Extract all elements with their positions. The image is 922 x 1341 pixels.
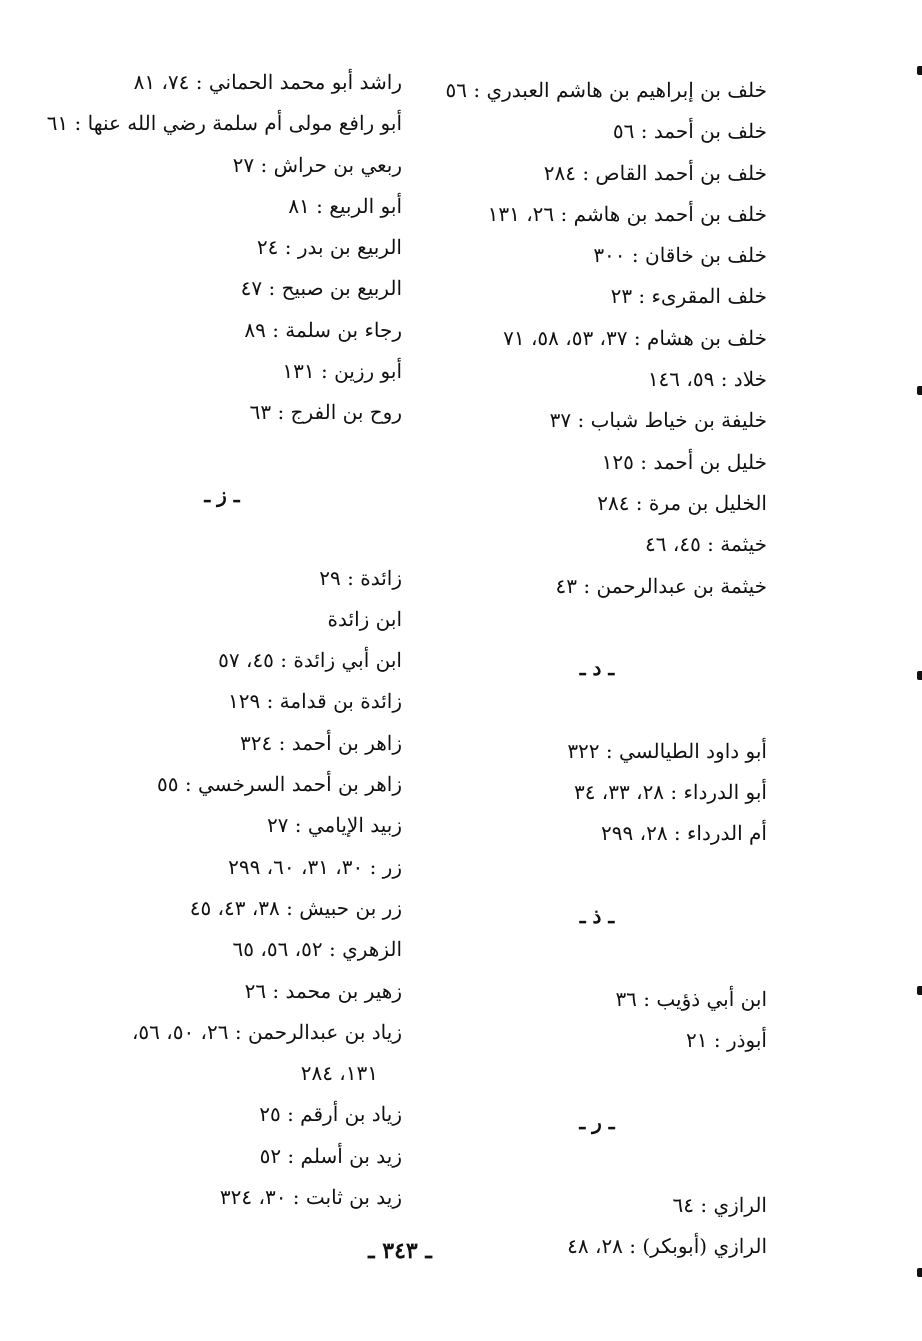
index-entry: خلاد : ٥٩، ١٤٦ xyxy=(647,367,767,392)
index-entry: ابن زائدة xyxy=(327,606,402,631)
index-entry: خلف بن أحمد : ٥٦ xyxy=(612,119,767,144)
spacer xyxy=(427,689,767,730)
index-entry: أبوذر : ٢١ xyxy=(686,1027,767,1052)
index-entry: خيثمة بن عبدالرحمن : ٤٣ xyxy=(555,573,767,598)
index-entry: أبو الربيع : ٨١ xyxy=(288,193,402,218)
spacer xyxy=(427,607,767,648)
section-heading: ـ د ـ xyxy=(579,656,615,681)
index-column-left xyxy=(42,62,402,1218)
index-entry: خيثمة : ٤٥، ٤٦ xyxy=(645,532,767,557)
index-entry: زيد بن أسلم : ٥٢ xyxy=(259,1143,402,1168)
page-number: ـ ٣٤٣ ـ xyxy=(368,1238,432,1264)
index-entry: زاهر بن أحمد : ٣٢٤ xyxy=(240,730,402,755)
index-entry: أبو الدرداء : ٢٨، ٣٣، ٣٤ xyxy=(573,780,767,805)
index-entry: راشد أبو محمد الحماني : ٧٤، ٨١ xyxy=(133,70,402,94)
index-entry: ابن أبي زائدة : ٤٥، ٥٧ xyxy=(218,648,402,673)
index-entry: خلف بن أحمد القاص : ٢٨٤ xyxy=(543,160,767,185)
edge-mark xyxy=(917,66,922,75)
index-entry: زائدة : ٢٩ xyxy=(319,565,402,590)
spacer xyxy=(427,937,767,978)
index-entry: زيد بن ثابت : ٣٠، ٣٢٤ xyxy=(219,1185,402,1210)
spacer xyxy=(427,1061,767,1102)
index-entry: الربيع بن صبيح : ٤٧ xyxy=(240,276,402,301)
edge-mark xyxy=(917,1268,922,1277)
spacer xyxy=(427,1144,767,1185)
index-entry: ربعي بن حراش : ٢٧ xyxy=(232,152,402,177)
index-entry: الربيع بن بدر : ٢٤ xyxy=(256,235,402,260)
index-entry: أبو رافع مولى أم سلمة رضي الله عنها : ٦١ xyxy=(46,111,402,136)
index-entry: زبيد الإيامي : ٢٧ xyxy=(266,813,402,838)
index-entry: الرازي : ٦٤ xyxy=(672,1193,767,1218)
index-entry: رجاء بن سلمة : ٨٩ xyxy=(244,317,402,342)
index-entry: زاهر بن أحمد السرخسي : ٥٥ xyxy=(157,772,402,797)
index-entry-continuation: ١٣١، ٢٨٤ xyxy=(300,1061,378,1086)
index-entry: خلف بن أحمد بن هاشم : ٢٦، ١٣١ xyxy=(487,201,767,226)
index-entry: خليل بن أحمد : ١٢٥ xyxy=(601,449,767,474)
edge-mark xyxy=(917,671,922,680)
index-entry: خلف بن خاقان : ٣٠٠ xyxy=(593,243,767,268)
index-entry: خلف المقرىء : ٢٣ xyxy=(610,284,767,309)
index-entry: الرازي (أبوبكر) : ٢٨، ٤٨ xyxy=(567,1234,767,1259)
index-entry: زر : ٣٠، ٣١، ٦٠، ٢٩٩ xyxy=(228,854,402,879)
spacer xyxy=(427,855,767,896)
index-entry: الزهري : ٥٢، ٥٦، ٦٥ xyxy=(232,937,402,962)
index-entry: زياد بن أرقم : ٢٥ xyxy=(259,1102,402,1127)
index-entry: زر بن حبيش : ٣٨، ٤٣، ٤٥ xyxy=(189,895,402,920)
index-entry: أبو رزين : ١٣١ xyxy=(282,359,402,384)
edge-mark xyxy=(917,986,922,995)
index-entry: زياد بن عبدالرحمن : ٢٦، ٥٠، ٥٦، xyxy=(131,1019,402,1044)
index-entry: الخليل بن مرة : ٢٨٤ xyxy=(597,490,767,515)
section-heading: ـ ذ ـ xyxy=(579,903,615,928)
index-column-right xyxy=(427,70,767,1268)
spacer xyxy=(42,516,402,557)
edge-mark xyxy=(917,386,922,395)
index-entry: خليفة بن خياط شباب : ٣٧ xyxy=(549,408,767,433)
index-entry: أم الدرداء : ٢٨، ٢٩٩ xyxy=(601,821,767,846)
index-entry: زهير بن محمد : ٢٦ xyxy=(244,978,402,1003)
section-heading: ـ ز ـ xyxy=(204,482,240,507)
index-entry: خلف بن هشام : ٣٧، ٥٣، ٥٨، ٧١ xyxy=(503,325,767,350)
index-entry: زائدة بن قدامة : ١٢٩ xyxy=(227,689,402,714)
section-heading: ـ ر ـ xyxy=(579,1110,615,1135)
spacer xyxy=(42,434,402,475)
index-entry: روح بن الفرج : ٦٣ xyxy=(249,400,402,425)
index-entry: أبو داود الطيالسي : ٣٢٢ xyxy=(567,738,767,763)
index-entry: خلف بن إبراهيم بن هاشم العبدري : ٥٦ xyxy=(445,78,767,102)
index-entry: ابن أبي ذؤيب : ٣٦ xyxy=(615,986,767,1011)
